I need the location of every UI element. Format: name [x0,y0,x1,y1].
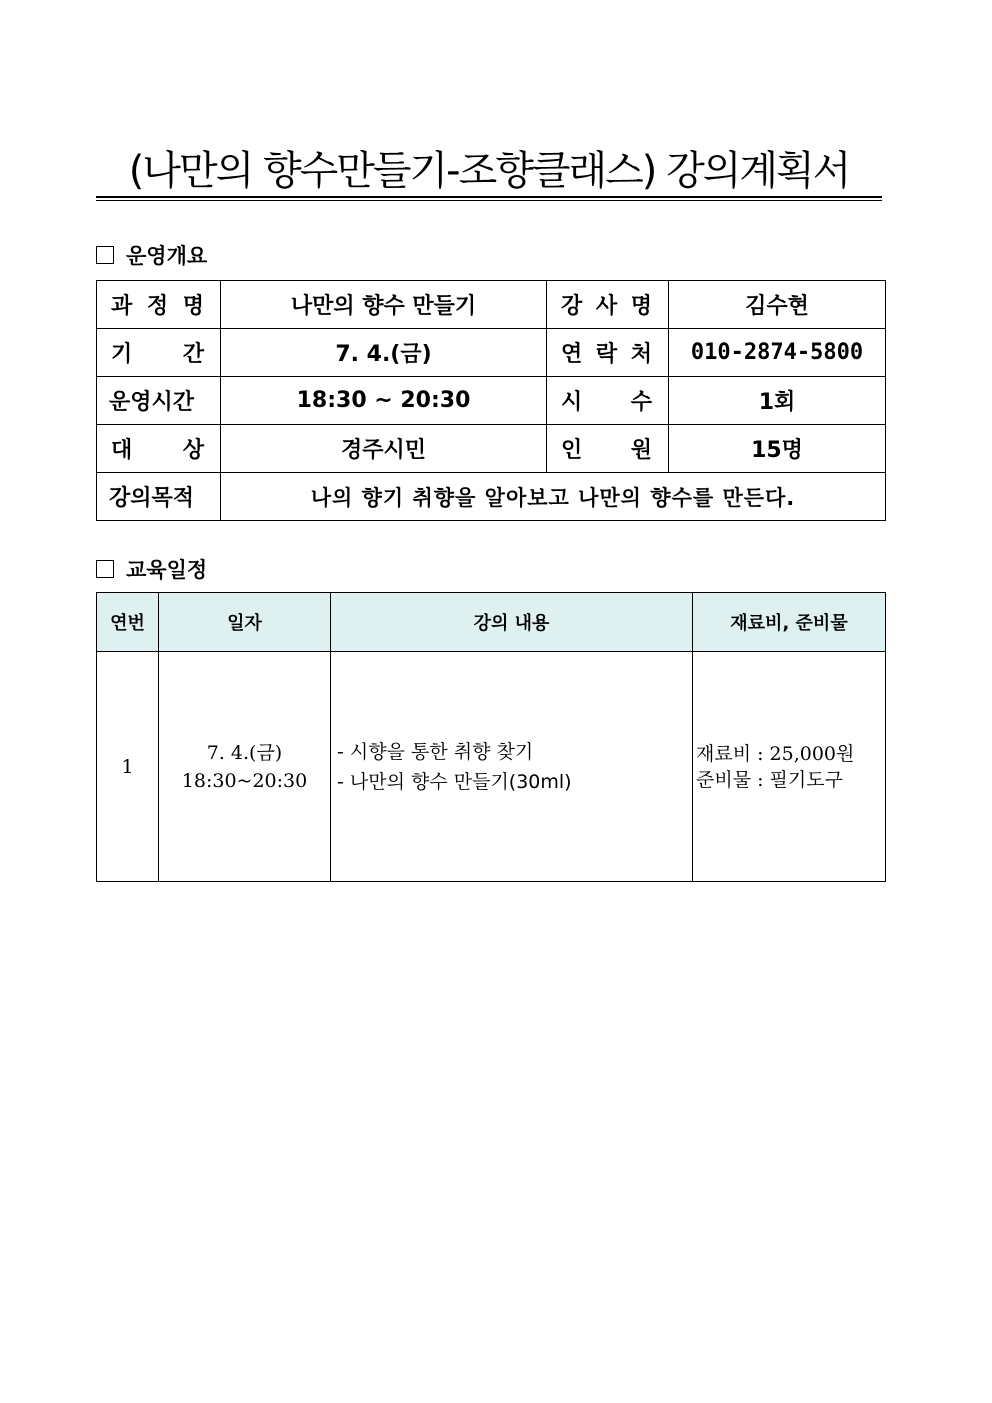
overview-row [97,473,886,521]
operating-time-value: 18:30 ~ 20:30 [221,377,547,425]
header-content: 강의 내용 [331,593,693,652]
operating-time-label: 운영시간 [97,377,221,425]
overview-row [97,329,886,377]
section-schedule-heading [96,555,207,583]
overview-row [97,425,886,473]
content-item: - 나만의 향수 만들기(30ml) [337,770,572,793]
course-name-value: 나만의 향수 만들기 [221,281,547,329]
purpose-label: 강의목적 [97,473,221,521]
section-schedule-label: 교육일정 [126,558,208,582]
target-value: 경주시민 [221,425,547,473]
row-date-time: 18:30~20:30 [181,769,308,792]
header-materials: 재료비, 준비물 [693,593,886,652]
row-date [159,652,331,882]
overview-row [97,281,886,329]
document-title: (나만의 향수만들기-조향클래스) 강의계획서 [128,148,850,194]
overview-table [96,280,886,521]
content-item: - 시향을 통한 취향 찾기 [337,740,534,763]
section-overview-label: 운영개요 [126,244,208,268]
materials-supplies: 준비물 : 필기도구 [696,768,843,791]
purpose-value: 나의 향기 취향을 알아보고 나만의 향수를 만든다. [221,473,886,521]
schedule-header-row [97,593,886,652]
course-name-label: 과 정 명 [97,281,221,329]
table-row [97,652,886,882]
instructor-label: 강 사 명 [547,281,669,329]
section-overview-heading [96,241,207,269]
checkbox-icon [96,246,114,264]
row-no: 1 [97,652,159,882]
header-date: 일자 [159,593,331,652]
contact-value: 010-2874-5800 [669,329,886,377]
row-materials [693,652,886,882]
sessions-label: 시 수 [547,377,669,425]
row-content [331,652,693,882]
sessions-value: 1회 [669,377,886,425]
row-date-day: 7. 4.(금) [206,741,283,764]
header-no: 연번 [97,593,159,652]
target-label: 대 상 [97,425,221,473]
capacity-value: 15명 [669,425,886,473]
capacity-label: 인 원 [547,425,669,473]
schedule-table [96,592,886,882]
overview-row [97,377,886,425]
checkbox-icon [96,560,114,578]
period-value: 7. 4.(금) [221,329,547,377]
period-label: 기 간 [97,329,221,377]
contact-label: 연 락 처 [547,329,669,377]
materials-fee: 재료비 : 25,000원 [696,742,855,765]
title-underline [96,196,882,201]
instructor-value: 김수현 [669,281,886,329]
